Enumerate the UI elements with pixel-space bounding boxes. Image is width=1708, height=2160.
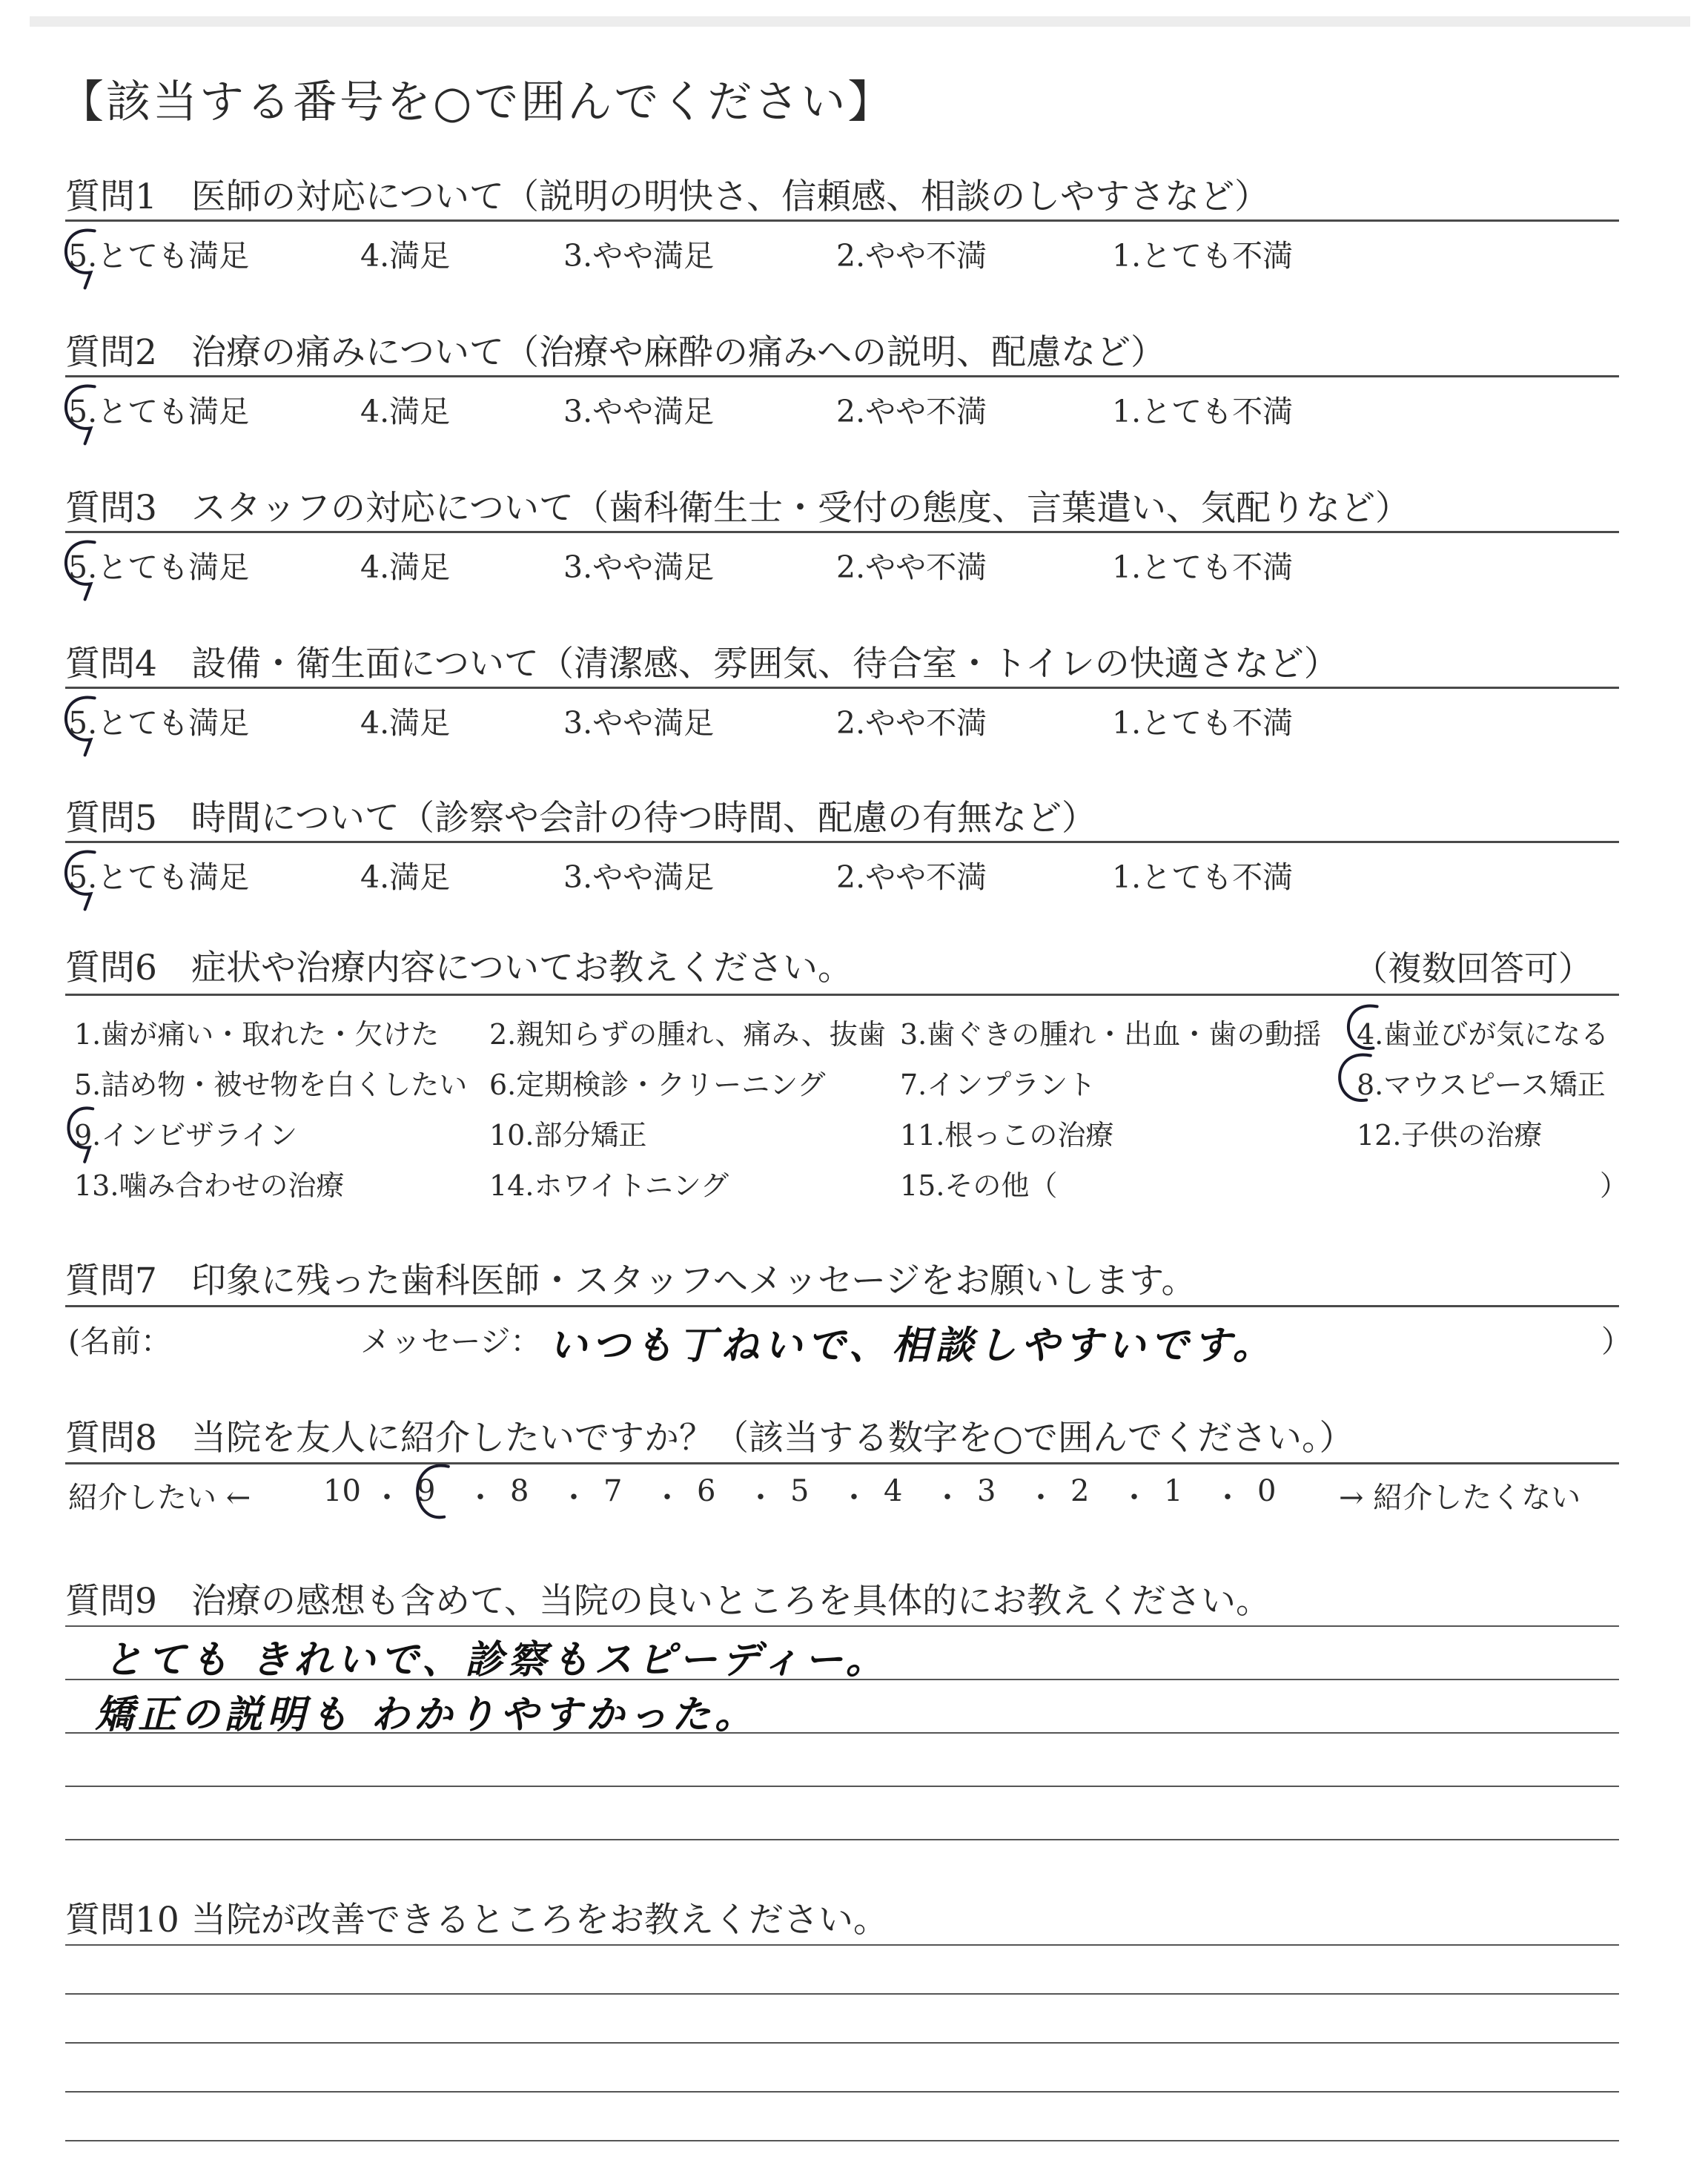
q4-option-3[interactable]: 3.やや満足 bbox=[563, 705, 715, 741]
q6-option-12[interactable]: 12.子供の治療 bbox=[1357, 1119, 1543, 1152]
q8-scale-separator: ・ bbox=[1119, 1481, 1149, 1515]
q9-number: 質問9 bbox=[65, 1581, 157, 1622]
q2-option-1[interactable]: 1.とても不満 bbox=[1112, 394, 1294, 429]
q1-text: 医師の対応について（説明の明快さ、信頼感、相談のしやすさなど） bbox=[191, 176, 1270, 217]
q8-scale-3[interactable]: 3 bbox=[977, 1474, 996, 1508]
q4-number: 質問4 bbox=[65, 644, 157, 684]
q8-scale-4[interactable]: 4 bbox=[884, 1474, 903, 1508]
q2-option-3[interactable]: 3.やや満足 bbox=[563, 394, 715, 429]
q1-option-3[interactable]: 3.やや満足 bbox=[563, 238, 715, 274]
q2-number: 質問2 bbox=[65, 332, 157, 373]
q3-option-3[interactable]: 3.やや満足 bbox=[563, 549, 715, 585]
q8-scale-separator: ・ bbox=[933, 1481, 962, 1515]
q4-option-2[interactable]: 2.やや不満 bbox=[836, 705, 987, 741]
q7-close-paren: ） bbox=[1601, 1324, 1632, 1359]
q9-text: 治療の感想も含めて、当院の良いところを具体的にお教えください。 bbox=[191, 1581, 1271, 1622]
q8-scale-separator: ・ bbox=[652, 1481, 682, 1515]
q7-number: 質問7 bbox=[65, 1261, 157, 1301]
q3-rule bbox=[65, 531, 1619, 533]
q6-option-13[interactable]: 13.噛み合わせの治療 bbox=[74, 1169, 345, 1202]
q2-text: 治療の痛みについて（治療や麻酔の痛みへの説明、配慮など） bbox=[191, 332, 1166, 373]
q6-option-2[interactable]: 2.親知らずの腫れ、痛み、抜歯 bbox=[489, 1018, 886, 1051]
q5-option-5[interactable]: 5.とても満足 bbox=[68, 859, 250, 895]
q8-scale-separator: ・ bbox=[372, 1481, 402, 1515]
q2-rule bbox=[65, 375, 1619, 377]
q7-name-label: (名前： bbox=[68, 1324, 171, 1359]
q8-text: 当院を友人に紹介したいですか？（該当する数字を○で囲んでください。） bbox=[191, 1418, 1354, 1459]
q6-option-11[interactable]: 11.根っこの治療 bbox=[900, 1119, 1114, 1152]
q8-right-label: → 紹介したくない bbox=[1339, 1481, 1581, 1515]
q8-scale-8[interactable]: 8 bbox=[510, 1474, 529, 1508]
q8-scale-separator: ・ bbox=[466, 1481, 495, 1515]
q5-text: 時間について（診察や会計の待つ時間、配慮の有無など） bbox=[191, 798, 1097, 839]
q1-rule bbox=[65, 219, 1619, 222]
q6-option-3[interactable]: 3.歯ぐきの腫れ・出血・歯の動揺 bbox=[900, 1018, 1322, 1051]
q6-option-10[interactable]: 10.部分矯正 bbox=[489, 1119, 647, 1152]
q5-option-1[interactable]: 1.とても不満 bbox=[1112, 859, 1294, 895]
q5-option-2[interactable]: 2.やや不満 bbox=[836, 859, 987, 895]
q7-message-handwritten: いつも丁ねいで、相談しやすいです。 bbox=[549, 1324, 1276, 1368]
q6-option-1[interactable]: 1.歯が痛い・取れた・欠けた bbox=[74, 1018, 440, 1051]
q3-title bbox=[65, 480, 1410, 530]
q2-option-2[interactable]: 2.やや不満 bbox=[836, 394, 987, 429]
q7-message-label: メッセージ： bbox=[360, 1324, 541, 1359]
q6-option-7[interactable]: 7.インプラント bbox=[900, 1069, 1096, 1101]
q2-option-5[interactable]: 5.とても満足 bbox=[68, 394, 250, 429]
q5-number: 質問5 bbox=[65, 798, 157, 839]
q6-option-15[interactable]: 15.その他（ bbox=[900, 1169, 1058, 1202]
q3-option-1[interactable]: 1.とても不満 bbox=[1112, 549, 1294, 585]
q8-scale-0[interactable]: 0 bbox=[1257, 1474, 1277, 1508]
q1-option-2[interactable]: 2.やや不満 bbox=[836, 238, 987, 274]
q8-scale-6[interactable]: 6 bbox=[697, 1474, 716, 1508]
q8-scale-2[interactable]: 2 bbox=[1070, 1474, 1090, 1508]
q1-number: 質問1 bbox=[65, 176, 157, 217]
q6-other-close: ） bbox=[1600, 1169, 1629, 1202]
q5-option-3[interactable]: 3.やや満足 bbox=[563, 859, 715, 895]
q3-option-2[interactable]: 2.やや不満 bbox=[836, 549, 987, 585]
q8-number: 質問8 bbox=[65, 1418, 157, 1459]
q7-text: 印象に残った歯科医師・スタッフへメッセージをお願いします。 bbox=[191, 1261, 1196, 1301]
q6-multiple-note: （複数回答可） bbox=[1354, 948, 1592, 988]
q6-option-5[interactable]: 5.詰め物・被せ物を白くしたい bbox=[74, 1069, 468, 1101]
q3-text: スタッフの対応について（歯科衛生士・受付の態度、言葉遣い、気配りなど） bbox=[191, 488, 1411, 529]
q4-option-5[interactable]: 5.とても満足 bbox=[68, 705, 250, 741]
q8-scale-1[interactable]: 1 bbox=[1164, 1474, 1183, 1508]
q9-answer-line-2: 矯正の説明も わかりやすかった。 bbox=[95, 1693, 758, 1737]
q6-text: 症状や治療内容についてお教えください。 bbox=[191, 948, 853, 988]
q8-scale-separator: ・ bbox=[1213, 1481, 1242, 1515]
q4-rule bbox=[65, 687, 1619, 689]
q8-left-label: 紹介したい ← bbox=[68, 1481, 251, 1515]
q6-option-6[interactable]: 6.定期検診・クリーニング bbox=[489, 1069, 826, 1101]
q1-title bbox=[65, 169, 1269, 219]
q6-option-9[interactable]: 9.インビザライン bbox=[74, 1119, 298, 1152]
q10-number: 質問10 bbox=[65, 1900, 179, 1941]
form-heading: 【該当する番号を○で囲んでください】 bbox=[59, 76, 895, 128]
q4-option-4[interactable]: 4.満足 bbox=[360, 705, 451, 741]
q5-rule bbox=[65, 841, 1619, 843]
q8-scale-9[interactable]: 9 bbox=[417, 1474, 436, 1508]
q3-number: 質問3 bbox=[65, 488, 157, 529]
q8-scale-separator: ・ bbox=[746, 1481, 775, 1515]
q8-scale-10[interactable]: 10 bbox=[323, 1474, 361, 1508]
q3-option-4[interactable]: 4.満足 bbox=[360, 549, 451, 585]
q6-number: 質問6 bbox=[65, 948, 157, 988]
q4-option-1[interactable]: 1.とても不満 bbox=[1112, 705, 1294, 741]
q6-option-8[interactable]: 8.マウスピース矯正 bbox=[1357, 1069, 1606, 1101]
q8-scale-7[interactable]: 7 bbox=[603, 1474, 623, 1508]
q5-option-4[interactable]: 4.満足 bbox=[360, 859, 451, 895]
q9-answer-line-1: とても きれいで、診察もスピーディー。 bbox=[104, 1638, 889, 1682]
q5-title bbox=[65, 790, 1096, 840]
q3-option-5[interactable]: 5.とても満足 bbox=[68, 549, 250, 585]
q4-text: 設備・衛生面について（清潔感、雰囲気、待合室・トイレの快適さなど） bbox=[191, 644, 1339, 684]
q1-option-1[interactable]: 1.とても不満 bbox=[1112, 238, 1294, 274]
q8-scale-separator: ・ bbox=[559, 1481, 589, 1515]
q6-option-4[interactable]: 4.歯並びが気になる bbox=[1357, 1018, 1609, 1051]
q1-option-4[interactable]: 4.満足 bbox=[360, 238, 451, 274]
q2-option-4[interactable]: 4.満足 bbox=[360, 394, 451, 429]
q6-option-14[interactable]: 14.ホワイトニング bbox=[489, 1169, 729, 1202]
q8-scale-separator: ・ bbox=[839, 1481, 869, 1515]
q4-title bbox=[65, 636, 1339, 686]
q8-scale-5[interactable]: 5 bbox=[790, 1474, 810, 1508]
q8-scale-separator: ・ bbox=[1026, 1481, 1056, 1515]
q10-text: 当院が改善できるところをお教えください。 bbox=[191, 1900, 888, 1941]
q2-title bbox=[65, 325, 1165, 374]
q1-option-5[interactable]: 5.とても満足 bbox=[68, 238, 250, 274]
